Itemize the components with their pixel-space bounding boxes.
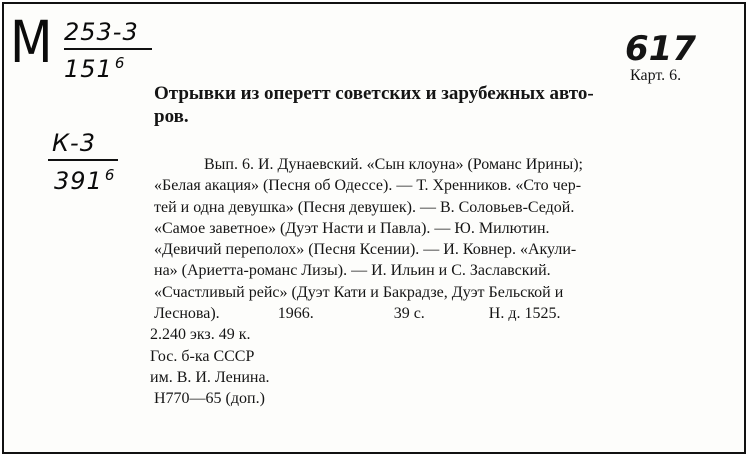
handwritten-mid-sub: 391 $^6$: [54, 166, 116, 195]
body-line: на» (Ариетта-романс Лизы). — И. Ильин и С. Заславский.: [154, 262, 551, 280]
record-title: [154, 82, 702, 128]
body-line: «Самое заветное» (Дуэт Насти и Павла). — Ю. Милютин.: [154, 219, 550, 237]
record-body: [150, 154, 702, 410]
imprint-text: Леснова).: [154, 305, 220, 323]
handwritten-top-code: 253-3: [64, 18, 139, 46]
body-line: «Девичий переполох» (Песня Ксении). — И. Ковнер. «Акули-: [154, 241, 577, 259]
handwritten-rule-top: [64, 48, 152, 50]
imprint-pages: 39 с.: [393, 305, 425, 323]
handwritten-mid-code: К-3: [52, 129, 96, 157]
handwritten-card-number: 617: [625, 29, 696, 69]
handwritten-top-sub: 151 $^6$: [64, 54, 126, 83]
imprint-year: 1966.: [277, 305, 314, 323]
footer-line: им. В. И. Ленина.: [150, 368, 270, 386]
footer-line: Гос. б-ка СССР: [150, 347, 255, 365]
handwritten-letter: М: [10, 8, 50, 76]
handwritten-rule-mid: [48, 159, 118, 161]
imprint-price: Н. д. 1525.: [488, 305, 561, 323]
title-line: Отрывки из оперетт советских и зарубежных авто-: [154, 83, 594, 104]
imprint-line: [154, 303, 702, 324]
title-line: ров.: [154, 106, 189, 127]
catalog-card: [2, 2, 746, 454]
body-line: «Счастливый рейс» (Дуэт Кати и Бакрадзе, Дуэт Бельской и: [154, 283, 564, 301]
body-line: «Белая акация» (Песня об Одессе). — Т. Хренников. «Сто чер-: [154, 177, 582, 195]
body-line: Вып. 6. И. Дунаевский. «Сын клоуна» (Романс Ирины);: [204, 156, 583, 173]
footer-line: Н770—65 (доп.): [154, 390, 265, 408]
footer-line: 2.240 экз. 49 к.: [150, 326, 251, 344]
body-line: тей и одна девушка» (Песня девушек). — В. Соловьев-Седой.: [154, 198, 575, 216]
card-label: Карт. 6.: [630, 67, 682, 84]
